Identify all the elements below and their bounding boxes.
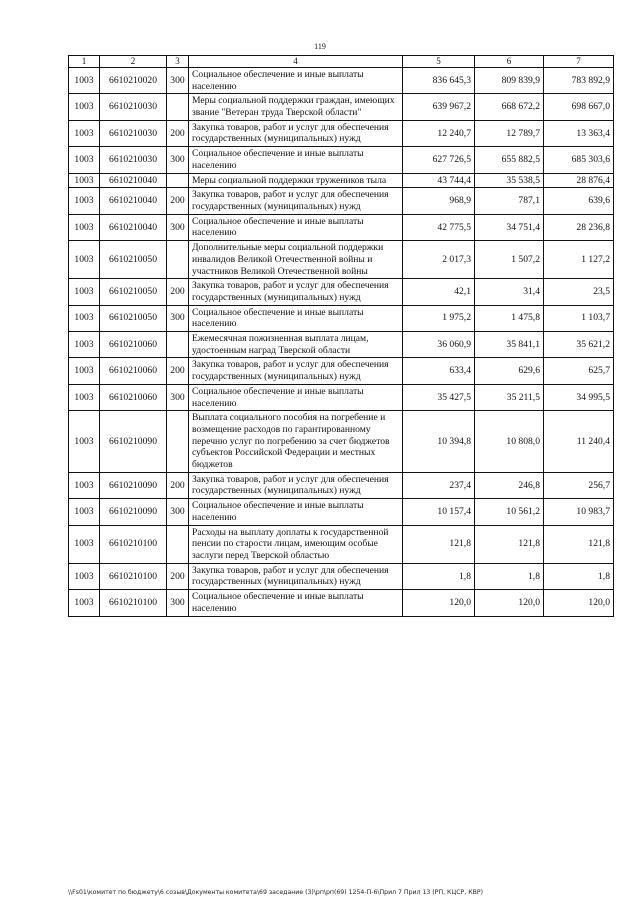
table-row (69, 173, 614, 188)
table-row (69, 279, 614, 305)
item-name-cell: Закупка товаров, работ и услуг для обеспечения государственных (муниципальных) нужд (189, 472, 403, 498)
amount-year-3-cell: 639,6 (544, 188, 614, 214)
amount-year-1-cell: 10 157,4 (403, 499, 475, 525)
target-article-cell: 6610210050 (100, 241, 167, 279)
target-article-cell: 6610210030 (100, 147, 167, 173)
amount-year-1-cell: 42 775,5 (403, 214, 475, 240)
table-row (69, 411, 614, 473)
section-code-cell: 1003 (69, 173, 100, 188)
target-article-cell: 6610210090 (100, 499, 167, 525)
expense-type-cell (167, 173, 189, 188)
table-row (69, 358, 614, 384)
section-code-cell: 1003 (69, 332, 100, 358)
amount-year-3-cell: 34 995,5 (544, 384, 614, 410)
expense-type-cell: 300 (167, 499, 189, 525)
section-code-cell: 1003 (69, 241, 100, 279)
expense-type-cell: 200 (167, 563, 189, 589)
table-row (69, 590, 614, 616)
expense-type-cell: 200 (167, 472, 189, 498)
expense-type-cell (167, 94, 189, 120)
amount-year-1-cell: 12 240,7 (403, 120, 475, 146)
amount-year-3-cell: 23,5 (544, 279, 614, 305)
amount-year-1-cell: 120,0 (403, 590, 475, 616)
item-name-cell: Социальное обеспечение и иные выплаты населению (189, 214, 403, 240)
section-code-cell: 1003 (69, 188, 100, 214)
target-article-cell: 6610210100 (100, 590, 167, 616)
amount-year-3-cell: 256,7 (544, 472, 614, 498)
table-row (69, 305, 614, 331)
item-name-cell: Закупка товаров, работ и услуг для обеспечения государственных (муниципальных) нужд (189, 563, 403, 589)
section-code-cell: 1003 (69, 525, 100, 563)
table-body (69, 67, 614, 616)
column-header: 3 (167, 56, 189, 68)
column-header: 2 (100, 56, 167, 68)
item-name-cell: Дополнительные меры социальной поддержки инвалидов Великой Отечественной войны и участников Великой Отечественной войны (189, 241, 403, 279)
section-code-cell: 1003 (69, 358, 100, 384)
section-code-cell: 1003 (69, 590, 100, 616)
amount-year-3-cell: 10 983,7 (544, 499, 614, 525)
amount-year-1-cell: 627 726,5 (403, 147, 475, 173)
amount-year-1-cell: 1,8 (403, 563, 475, 589)
item-name-cell: Социальное обеспечение и иные выплаты населению (189, 384, 403, 410)
amount-year-2-cell: 246,8 (475, 472, 544, 498)
item-name-cell: Социальное обеспечение и иные выплаты населению (189, 499, 403, 525)
amount-year-1-cell: 237,4 (403, 472, 475, 498)
section-code-cell: 1003 (69, 384, 100, 410)
target-article-cell: 6610210100 (100, 525, 167, 563)
target-article-cell: 6610210040 (100, 214, 167, 240)
amount-year-2-cell: 10 561,2 (475, 499, 544, 525)
item-name-cell: Ежемесячная пожизненная выплата лицам, удостоенным наград Тверской области (189, 332, 403, 358)
section-code-cell: 1003 (69, 411, 100, 473)
column-number-row (69, 56, 614, 68)
column-header: 7 (544, 56, 614, 68)
table-row (69, 241, 614, 279)
amount-year-3-cell: 13 363,4 (544, 120, 614, 146)
target-article-cell: 6610210050 (100, 279, 167, 305)
target-article-cell: 6610210030 (100, 94, 167, 120)
expense-type-cell (167, 525, 189, 563)
expense-type-cell: 300 (167, 384, 189, 410)
amount-year-3-cell: 1,8 (544, 563, 614, 589)
amount-year-3-cell: 698 667,0 (544, 94, 614, 120)
amount-year-2-cell: 809 839,9 (475, 67, 544, 93)
item-name-cell: Закупка товаров, работ и услуг для обеспечения государственных (муниципальных) нужд (189, 188, 403, 214)
target-article-cell: 6610210040 (100, 188, 167, 214)
item-name-cell: Социальное обеспечение и иные выплаты населению (189, 67, 403, 93)
amount-year-2-cell: 1,8 (475, 563, 544, 589)
budget-table (68, 55, 614, 617)
amount-year-1-cell: 633,4 (403, 358, 475, 384)
amount-year-3-cell: 11 240,4 (544, 411, 614, 473)
target-article-cell: 6610210060 (100, 384, 167, 410)
expense-type-cell: 300 (167, 590, 189, 616)
amount-year-2-cell: 1 507,2 (475, 241, 544, 279)
section-code-cell: 1003 (69, 94, 100, 120)
section-code-cell: 1003 (69, 563, 100, 589)
amount-year-2-cell: 1 475,8 (475, 305, 544, 331)
column-header: 5 (403, 56, 475, 68)
amount-year-1-cell: 43 744,4 (403, 173, 475, 188)
target-article-cell: 6610210090 (100, 472, 167, 498)
amount-year-3-cell: 625,7 (544, 358, 614, 384)
amount-year-3-cell: 35 621,2 (544, 332, 614, 358)
item-name-cell: Социальное обеспечение и иные выплаты населению (189, 590, 403, 616)
column-header: 4 (189, 56, 403, 68)
target-article-cell: 6610210030 (100, 120, 167, 146)
file-path-footer: \\Fs01\комитет по бюджету\6 созыв\Документы комитета\69 заседание (3)\рп\рп(69) 1254-П-6\Прил 7 Прил 13 (РП, КЦСР, КВР) (68, 889, 483, 896)
amount-year-2-cell: 10 808,0 (475, 411, 544, 473)
amount-year-3-cell: 28 876,4 (544, 173, 614, 188)
item-name-cell: Социальное обеспечение и иные выплаты населению (189, 305, 403, 331)
expense-type-cell (167, 411, 189, 473)
expense-type-cell (167, 241, 189, 279)
amount-year-3-cell: 1 127,2 (544, 241, 614, 279)
section-code-cell: 1003 (69, 147, 100, 173)
amount-year-2-cell: 655 882,5 (475, 147, 544, 173)
table-row (69, 214, 614, 240)
amount-year-2-cell: 121,8 (475, 525, 544, 563)
amount-year-1-cell: 35 427,5 (403, 384, 475, 410)
target-article-cell: 6610210020 (100, 67, 167, 93)
item-name-cell: Меры социальной поддержки граждан, имеющих звание "Ветеран труда Тверской области" (189, 94, 403, 120)
section-code-cell: 1003 (69, 67, 100, 93)
amount-year-3-cell: 120,0 (544, 590, 614, 616)
amount-year-2-cell: 31,4 (475, 279, 544, 305)
amount-year-1-cell: 639 967,2 (403, 94, 475, 120)
target-article-cell: 6610210060 (100, 358, 167, 384)
table-row (69, 472, 614, 498)
amount-year-3-cell: 1 103,7 (544, 305, 614, 331)
amount-year-1-cell: 836 645,3 (403, 67, 475, 93)
expense-type-cell: 200 (167, 120, 189, 146)
expense-type-cell: 300 (167, 305, 189, 331)
target-article-cell: 6610210050 (100, 305, 167, 331)
amount-year-2-cell: 12 789,7 (475, 120, 544, 146)
amount-year-2-cell: 35 211,5 (475, 384, 544, 410)
table-row (69, 499, 614, 525)
expense-type-cell: 300 (167, 67, 189, 93)
table-row (69, 120, 614, 146)
item-name-cell: Закупка товаров, работ и услуг для обеспечения государственных (муниципальных) нужд (189, 120, 403, 146)
amount-year-1-cell: 968,9 (403, 188, 475, 214)
amount-year-2-cell: 35 538,5 (475, 173, 544, 188)
item-name-cell: Социальное обеспечение и иные выплаты населению (189, 147, 403, 173)
table-row (69, 188, 614, 214)
amount-year-1-cell: 10 394,8 (403, 411, 475, 473)
column-header: 6 (475, 56, 544, 68)
amount-year-2-cell: 668 672,2 (475, 94, 544, 120)
table-row (69, 563, 614, 589)
page-number: 119 (314, 42, 326, 51)
amount-year-1-cell: 2 017,3 (403, 241, 475, 279)
item-name-cell: Выплата социального пособия на погребение и возмещение расходов по гарантированному перечню услуг по погребению за счет бюджетов субъектов Российской Федерации и местных бюджетов (189, 411, 403, 473)
table-row (69, 384, 614, 410)
table-row (69, 525, 614, 563)
item-name-cell: Закупка товаров, работ и услуг для обеспечения государственных (муниципальных) нужд (189, 358, 403, 384)
amount-year-2-cell: 120,0 (475, 590, 544, 616)
target-article-cell: 6610210100 (100, 563, 167, 589)
table-row (69, 332, 614, 358)
table-row (69, 94, 614, 120)
item-name-cell: Закупка товаров, работ и услуг для обеспечения государственных (муниципальных) нужд (189, 279, 403, 305)
expense-type-cell (167, 332, 189, 358)
amount-year-2-cell: 35 841,1 (475, 332, 544, 358)
amount-year-2-cell: 787,1 (475, 188, 544, 214)
item-name-cell: Расходы на выплату доплаты к государственной пенсии по старости лицам, имеющим особые заслуги перед Тверской областью (189, 525, 403, 563)
table-row (69, 67, 614, 93)
expense-type-cell: 300 (167, 147, 189, 173)
section-code-cell: 1003 (69, 472, 100, 498)
amount-year-1-cell: 1 975,2 (403, 305, 475, 331)
section-code-cell: 1003 (69, 214, 100, 240)
expense-type-cell: 200 (167, 279, 189, 305)
target-article-cell: 6610210060 (100, 332, 167, 358)
expense-type-cell: 200 (167, 358, 189, 384)
amount-year-3-cell: 121,8 (544, 525, 614, 563)
section-code-cell: 1003 (69, 305, 100, 331)
amount-year-3-cell: 28 236,8 (544, 214, 614, 240)
amount-year-3-cell: 685 303,6 (544, 147, 614, 173)
item-name-cell: Меры социальной поддержки тружеников тыла (189, 173, 403, 188)
target-article-cell: 6610210090 (100, 411, 167, 473)
amount-year-2-cell: 34 751,4 (475, 214, 544, 240)
table-row (69, 147, 614, 173)
amount-year-1-cell: 36 060,9 (403, 332, 475, 358)
section-code-cell: 1003 (69, 499, 100, 525)
column-header: 1 (69, 56, 100, 68)
target-article-cell: 6610210040 (100, 173, 167, 188)
amount-year-1-cell: 42,1 (403, 279, 475, 305)
section-code-cell: 1003 (69, 279, 100, 305)
expense-type-cell: 300 (167, 214, 189, 240)
amount-year-3-cell: 783 892,9 (544, 67, 614, 93)
section-code-cell: 1003 (69, 120, 100, 146)
amount-year-1-cell: 121,8 (403, 525, 475, 563)
expense-type-cell: 200 (167, 188, 189, 214)
amount-year-2-cell: 629,6 (475, 358, 544, 384)
